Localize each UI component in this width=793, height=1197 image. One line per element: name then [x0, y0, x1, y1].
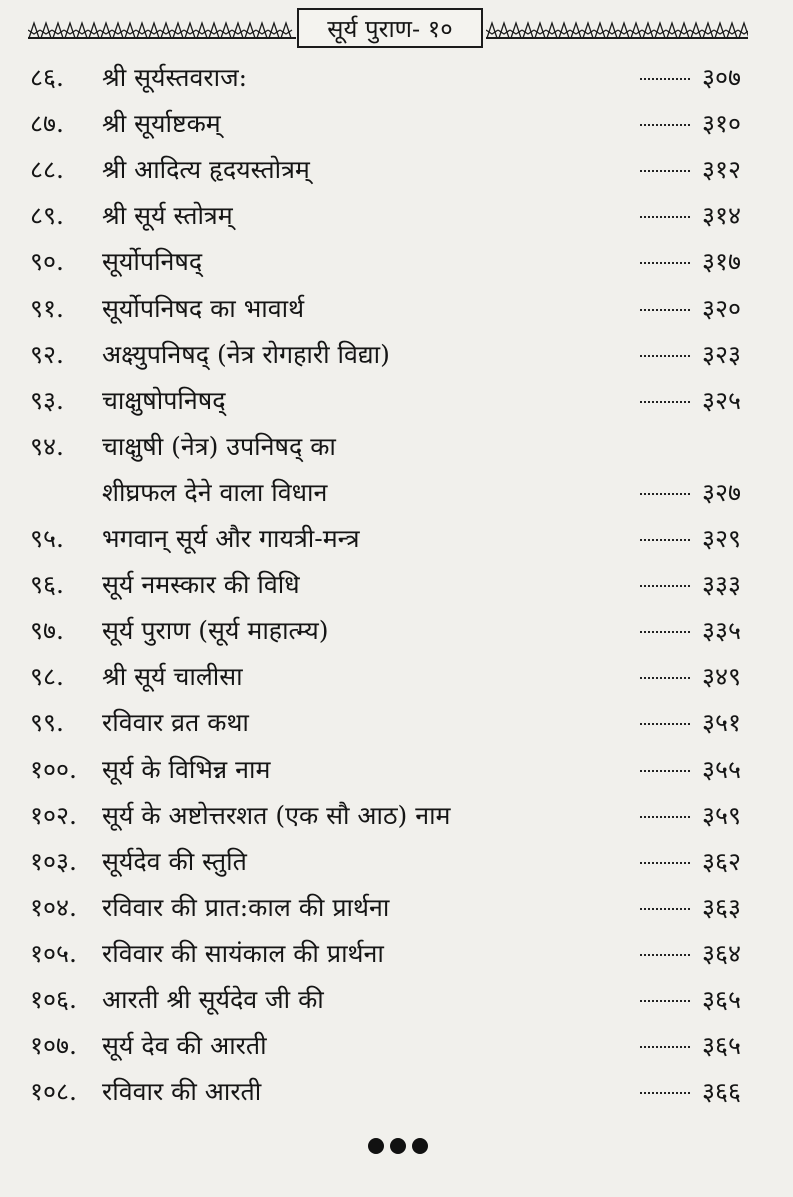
toc-row [0, 519, 793, 559]
entry-number: १०७. [30, 1031, 77, 1061]
toc-row [0, 196, 793, 236]
entry-title: सूर्योपनिषद् [102, 247, 203, 277]
entry-number: ९२. [30, 339, 64, 369]
leader-dots [640, 585, 690, 587]
entry-page-number: ३३३ [702, 570, 742, 600]
toc-row [0, 289, 793, 329]
entry-number: ९१. [30, 293, 64, 323]
page-header [0, 6, 793, 50]
entry-number: ८८. [30, 155, 64, 185]
entry-title: श्री सूर्याष्टकम् [102, 109, 221, 139]
entry-number: १०८. [30, 1077, 77, 1107]
leader-dots [640, 908, 690, 910]
toc-row [0, 703, 793, 743]
toc-row [0, 381, 793, 421]
toc-row [0, 657, 793, 697]
leader-dots [640, 1000, 690, 1002]
entry-title: चाक्षुषोपनिषद् [102, 385, 226, 415]
entry-page-number: ३१७ [702, 247, 742, 277]
entry-page-number: ३६५ [702, 1031, 742, 1061]
entry-number: ९६. [30, 570, 64, 600]
entry-page-number: ३२० [702, 293, 742, 323]
right-ornament-border [486, 20, 748, 42]
leader-dots [640, 1046, 690, 1048]
bullet-dot [390, 1138, 406, 1154]
entry-number: ९४. [30, 431, 64, 461]
leader-dots [640, 677, 690, 679]
entry-page-number: ३२९ [702, 524, 742, 553]
toc-row [0, 1072, 793, 1112]
leader-dots [640, 539, 690, 541]
entry-page-number: ३५९ [702, 800, 742, 830]
entry-title: सूर्योपनिषद का भावार्थ [102, 293, 305, 323]
leader-dots [640, 262, 690, 264]
entry-number: ९३. [30, 385, 64, 415]
entry-number: ९५. [30, 524, 64, 553]
entry-title: रविवार की सायंकाल की प्रार्थना [102, 938, 384, 968]
entry-title: सूर्य के अष्टोत्तरशत (एक सौ आठ) नाम [102, 800, 451, 830]
entry-page-number: ३६४ [702, 938, 742, 968]
entry-title: अक्ष्युपनिषद् (नेत्र रोगहारी विद्या) [102, 339, 390, 369]
entry-title: रविवार की प्रात:काल की प्रार्थना [102, 892, 390, 922]
toc-row [0, 473, 793, 513]
entry-number: १०२. [30, 800, 77, 830]
entry-page-number: ३२७ [702, 477, 742, 507]
toc-row [0, 565, 793, 605]
toc-row [0, 750, 793, 790]
entry-page-number: ३४९ [702, 662, 742, 692]
bullet-dot [368, 1138, 384, 1154]
entry-page-number: ३१४ [702, 201, 742, 231]
entry-title: श्री सूर्य चालीसा [102, 662, 243, 692]
leader-dots [640, 862, 690, 864]
entry-title: श्री सूर्यस्तवराज: [102, 63, 248, 92]
entry-title: सूर्यदेव की स्तुति [102, 846, 247, 876]
entry-title: चाक्षुषी (नेत्र) उपनिषद् का [102, 431, 336, 461]
toc-row [0, 888, 793, 928]
entry-number: ८९. [30, 201, 64, 231]
entry-title: सूर्य नमस्कार की विधि [102, 570, 300, 600]
leader-dots [640, 355, 690, 357]
entry-number: ९८. [30, 662, 64, 692]
leader-dots [640, 309, 690, 311]
end-ornament [368, 1138, 428, 1154]
entry-number: ९७. [30, 616, 64, 646]
toc-row [0, 104, 793, 144]
entry-title: सूर्य पुराण (सूर्य माहात्म्य) [102, 616, 329, 646]
entry-number: ९०. [30, 247, 64, 277]
leader-dots [640, 723, 690, 725]
toc-row [0, 58, 793, 98]
entry-title: सूर्य के विभिन्न नाम [102, 754, 271, 784]
entry-page-number: ३५१ [702, 708, 742, 738]
entry-title: आरती श्री सूर्यदेव जी की [102, 985, 324, 1014]
bullet-dot [412, 1138, 428, 1154]
entry-page-number: ३६२ [702, 846, 742, 876]
entry-page-number: ३६३ [702, 892, 742, 922]
leader-dots [640, 216, 690, 218]
entry-title: सूर्य देव की आरती [102, 1031, 267, 1061]
entry-page-number: ३५५ [702, 754, 742, 784]
toc-row [0, 796, 793, 836]
leader-dots [640, 631, 690, 633]
entry-number: ८७. [30, 109, 64, 139]
leader-dots [640, 770, 690, 772]
left-ornament-border [28, 20, 296, 42]
leader-dots [640, 493, 690, 495]
entry-page-number: ३१० [702, 109, 742, 139]
entry-title: श्री आदित्य हृदयस्तोत्रम् [102, 155, 310, 185]
leader-dots [640, 816, 690, 818]
leader-dots [640, 401, 690, 403]
leader-dots [640, 1092, 690, 1094]
leader-dots [640, 170, 690, 172]
toc-row [0, 980, 793, 1020]
leader-dots [640, 954, 690, 956]
leader-dots [640, 124, 690, 126]
entry-page-number: ३६५ [702, 985, 742, 1014]
entry-title: भगवान् सूर्य और गायत्री-मन्त्र [102, 524, 360, 553]
entry-number: ९९. [30, 708, 64, 738]
entry-title: रविवार की आरती [102, 1077, 262, 1107]
toc-row [0, 427, 793, 467]
toc-row [0, 150, 793, 190]
entry-number: १०६. [30, 985, 77, 1014]
toc-row [0, 611, 793, 651]
entry-number: १०५. [30, 938, 77, 968]
toc-row [0, 934, 793, 974]
toc-row [0, 1026, 793, 1066]
toc-row [0, 242, 793, 282]
entry-title: शीघ्रफल देने वाला विधान [102, 477, 328, 507]
entry-page-number: ३२५ [702, 385, 742, 415]
entry-page-number: ३३५ [702, 616, 742, 646]
entry-title: रविवार व्रत कथा [102, 708, 249, 738]
toc-row [0, 842, 793, 882]
entry-title: श्री सूर्य स्तोत्रम् [102, 201, 233, 231]
entry-page-number: ३६६ [702, 1077, 742, 1107]
entry-number: ८६. [30, 63, 64, 92]
page-title: सूर्य पुराण- १० [297, 8, 483, 48]
entry-page-number: ३२३ [702, 339, 742, 369]
toc-row [0, 335, 793, 375]
entry-number: १०४. [30, 892, 77, 922]
entry-number: १०३. [30, 846, 77, 876]
entry-page-number: ३१२ [702, 155, 742, 185]
leader-dots [640, 78, 690, 80]
entry-page-number: ३०७ [702, 63, 742, 92]
entry-number: १००. [30, 754, 77, 784]
